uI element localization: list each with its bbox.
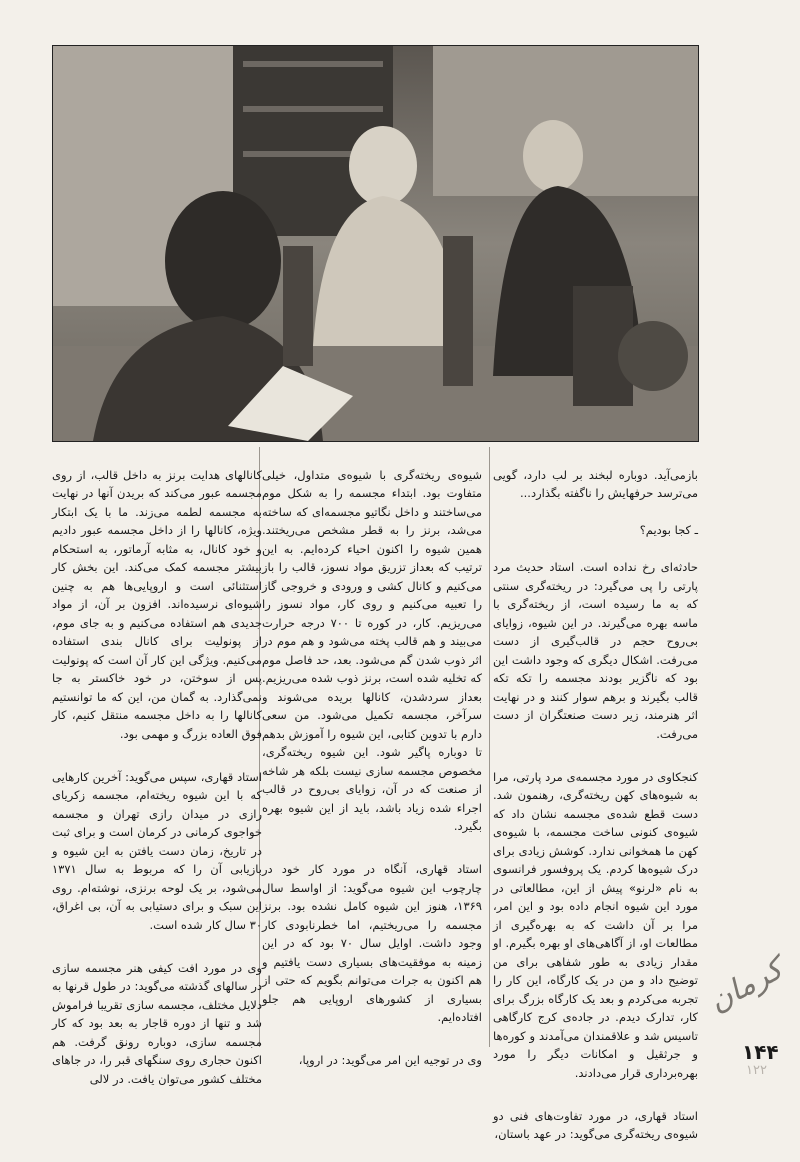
photograph bbox=[52, 45, 699, 442]
paragraph: استاد قهاری، در مورد تفاوت‌های فنی دو شیوه‌ی ریخته‌گری می‌گوید: در عهد باستان، bbox=[493, 1108, 698, 1141]
paragraph: استاد قهاری، آنگاه در مورد کار خود در چارچوب این شیوه می‌گوید: از اواسط سال ۱۳۶۹، هنوز این شیوه کامل نشده بود. برنز مجسمه را می‌ریختیم، اما خطرنابودی کار وجود داشت. اوایل سال ۷۰ بود که در این زمینه به موفقیت‌های بسیاری دست یافتیم و هم اکنون به جرات می‌توانم بگویم که حتی از بسیاری از کشورهای اروپایی هم جلو افتاده‌ایم. bbox=[262, 862, 482, 1024]
paragraph: شیوه‌ی ریخته‌گری با شیوه‌ی متداول، خیلی متفاوت بود. ابتداء مجسمه را به شکل موم می‌ساختند و داخل نگاتیو مجسمه‌ای که ساخته می‌شد، برنز را به قطر مشخص می‌ریختند. همین شیوه را اکنون احیاء کرده‌ایم. به این ترتیب که بعداز تزریق مواد نسوز، قالب را باز می‌کنیم و کانال کشی و ورودی و خروجی گاز را تعبیه می‌کنیم و روی کار، مواد نسوز را می‌ریزیم. کار، در کوره تا ۷۰۰ درجه حرارت می‌بیند و هم قالب پخته می‌شود و هم موم در اثر ذوب شدن گم می‌شود. بعد، حد فاصل موم که تخلیه شده است، برنز ذوب شده می‌ریزیم. بعداز سردشدن، کانالها بریده می‌شوند و سرآخر، مجسمه تکمیل می‌شود. من سعی دارم با تدوین کتابی، این شیوه را آموزش بدهم تا دوباره پاگیر شود. این شیوه ریخته‌گری، مخصوص مجسمه سازی نیست بلکه هر شاخه از صنعت که در آن، زوایای بی‌روح در قالب اجراء شده زیاد باشد، باید از این شیوه بهره بگیرد. bbox=[262, 467, 483, 833]
paragraph: وی در توجیه این امر می‌گوید: در اروپا، bbox=[298, 1053, 482, 1067]
logo-text: کرمان bbox=[703, 951, 789, 1020]
paragraph: وی در مورد افت کیفی هنر مجسمه سازی در سالهای گذشته می‌گوید: در طول قرنها به دلایل مختلف، مجسمه سازی تقریبا فراموش شد و تنها از دوره قاجار به بعد بود که کار مجسمه سازی، دوباره رونق گرفت. هم اکنون حجاری روی سنگهای قبر را، در جاهای مختلف کشور می‌توان یافت. در لالی bbox=[52, 960, 262, 1086]
article-column-middle bbox=[262, 447, 482, 1088]
page-number: ۱۴۴ bbox=[742, 1040, 779, 1064]
interview-photo bbox=[53, 46, 698, 441]
column-divider bbox=[489, 447, 490, 1047]
article-column-right bbox=[493, 447, 698, 1162]
paragraph: استاد قهاری، سپس می‌گوید: آخرین کارهایی که با این شیوه ریخته‌ام، مجسمه زکریای رازی در میدان رازی تهران و مجسمه خواجوی کرمانی در کرمان است و برای ثبت در تاریخ، زمان دست یافتن به این شیوه و بازیابی آن را که مربوط به سال ۱۳۷۱ می‌شود، بر یک لوحه برنزی، نوشته‌ام. روی این سبک و برای دستیابی به آن، بی اغراق، ۳۰ سال کار شده است. bbox=[52, 769, 262, 932]
paragraph: حادثه‌ای رخ نداده است. استاد حدیث مرد پارتی را پی می‌گیرد: در ریخته‌گری سنتی که به ما رسیده است، از ریخته‌گری با ماسه بهره می‌گیرند. در این شیوه، زوایای بی‌روح حجم در قالب‌گیری از دست می‌رفت. اشکال دیگری که وجود داشت این بود که ناگزیر بودند مجسمه را تکه تکه قالب بگیرند و برهم سوار کنند و در نهایت اثر هنرمند، زیر دست صنعتگران از دست می‌رفت. bbox=[493, 560, 698, 741]
faded-page-number: ۱۲۲ bbox=[746, 1063, 767, 1078]
paragraph: کانالهای هدایت برنز به داخل قالب، از روی مجسمه عبور می‌کند که بریدن آنها در نهایت به مجسمه لطمه می‌زند. ما با یک ابتکار ویژه، کانالها را از داخل مجسمه عبور دادیم و خود کانال، به مثابه آرماتور، به استحکام بیشتر مجسمه کمک می‌کند. این بخش کار استثنائی است و اروپایی‌ها هم به چنین شیوه‌ای نرسیده‌اند. افزون بر آن، از مواد جدیدی هم استفاده می‌کنیم و به جای موم، از پونولیت برای کانال بندی استفاده می‌کنیم. ویژگی این کار آن است که پونولیت پس از سوختن، در خود خاکستر به جا نمی‌گذارد. به گمان من، این که ما توانستیم کانالها را به داخل مجسمه منتقل کنیم، کار فوق العاده بزرگ و مهمی بود. bbox=[52, 467, 262, 741]
paragraph: کنجکاوی در مورد مجسمه‌ی مرد پارتی، مرا به شیوه‌های کهن ریخته‌گری، رهنمون شد. دست قطع شده‌ی مجسمه نشان داد که شیوه‌ی کنونی ساخت مجسمه، با شیوه‌ی کهن ما همخوانی ندارد. کوشش زیادی برای درک شیوه‌ها کردم. یک پروفسور فرانسوی به نام «لرنو» پیش از این، مطالعاتی در مورد این شیوه انجام داده بود و این امر، مرا بر آن داشت که به بهره‌گیری از مطالعات او، از آگاهی‌های او بهره بگیرم. او مقدار زیادی به طور شفاهی برای من توضیح داد و من در یک کارگاه، این کار را تجربه می‌کردم و بعد یک کارگاه بزرگ برای کار، تدارک دیدم. در جاده‌ی کرج کارگاهی تاسیس شد و علاقمندان می‌آمدند و کوره‌ها و جرثقیل و امکانات دیگر را مورد بهره‌برداری قرار می‌دادند. bbox=[493, 769, 698, 1080]
paragraph: ـ کجا بودیم؟ bbox=[639, 523, 698, 537]
article-column-left bbox=[52, 447, 262, 1107]
paragraph: بازمی‌آید. دوباره لبخند بر لب دارد، گویی می‌ترسد حرفهایش را ناگفته بگذارد... bbox=[493, 467, 698, 500]
magazine-logo bbox=[702, 950, 790, 1030]
